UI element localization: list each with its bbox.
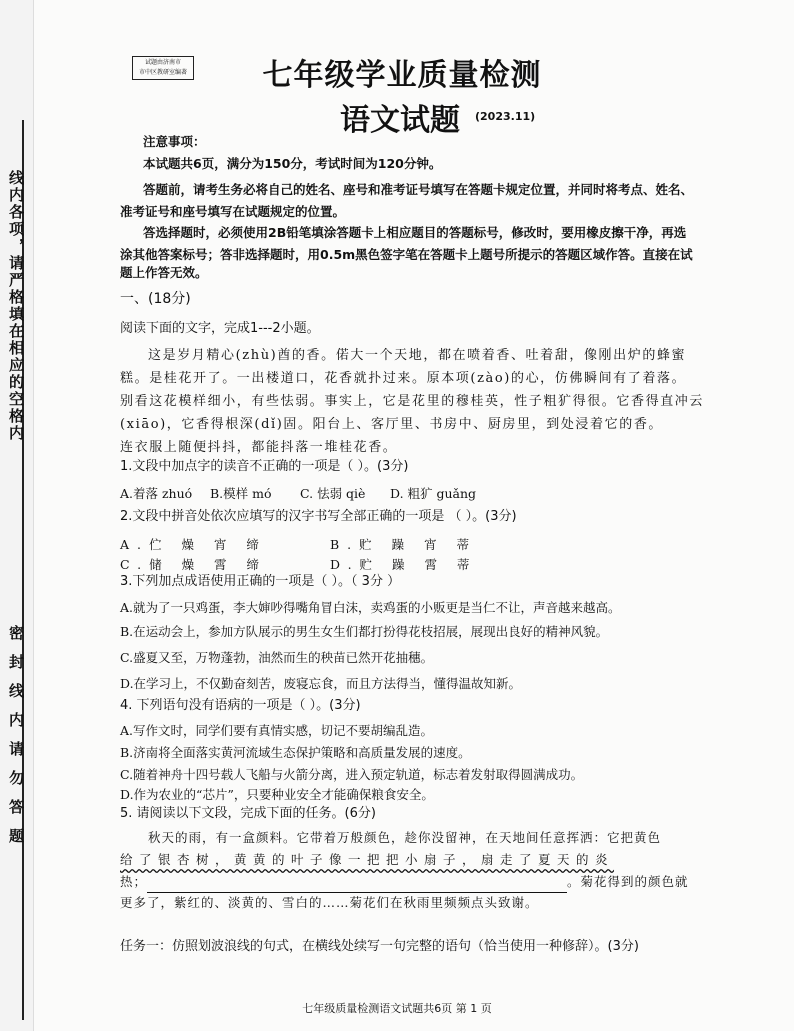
exam-subtitle: 语文试题 (340, 103, 460, 138)
q5-wavy-sentence: 给了银杏树，黄黄的叶子像一把把小扇子，扇走了夏天的炎 (120, 852, 615, 867)
q5-task-1: 任务一：仿照划波浪线的句式，在横线处续写一句完整的语句（恰当使用一种修辞）。(3分) (120, 939, 639, 954)
q2-option-a: A.伫 燥 宵 缔 (120, 537, 267, 552)
q1-option-a: A.着落 zhuó (120, 486, 193, 501)
passage-line: 别看这花模样细小，有些怯弱。事实上，它是花里的穆桂英，性子粗犷得很。它香得直冲云 (120, 394, 705, 409)
passage-line: 糕。是桂花开了。一出楼道口，花香就扑过来。原本项(zào)的心，仿佛瞬间有了着落。 (120, 371, 687, 386)
question-5-stem: 5. 请阅读以下文段，完成下面的任务。(6分) (120, 806, 376, 821)
question-1-stem: 1.文段中加点字的读音不正确的一项是（ ）。(3分) (120, 459, 409, 474)
exam-date: (2023.11) (475, 110, 536, 123)
stamp-line-2: 市中区教研室编著 (138, 69, 187, 76)
q5-fill-prefix: 热； (120, 874, 148, 889)
passage-line: 这是岁月精心(zhù)酋的香。偌大一个天地，都在喷着香、吐着甜，像刚出炉的蜂蜜 (148, 348, 687, 363)
q5-passage-line: 更多了，紫红的、淡黄的、雪白的……菊花们在秋雨里频频点头致谢。 (120, 895, 539, 910)
q2-option-b: B.贮 躁 宵 蒂 (330, 537, 478, 552)
q4-option-c: C.随着神舟十四号载人飞船与火箭分离，进入预定轨道，标志着发射取得圆满成功。 (120, 767, 584, 782)
notice-line: 涂其他答案标号；答非选择题时，用0.5m黑色签字笔在答题卡上题号所提示的答题区域作答。直接在试 (120, 247, 693, 262)
q5-fill-line (120, 870, 689, 893)
notice-heading: 注意事项： (143, 134, 206, 149)
q4-option-a: A.写作文时，同学们要有真情实感，切记不要胡编乱造。 (120, 723, 434, 738)
q3-option-a: A.就为了一只鸡蛋，李大婶吵得嘴角冒白沫，卖鸡蛋的小贩更是当仁不让，声音越来越高。 (120, 600, 621, 615)
question-3-stem: 3.下列加点成语使用正确的一项是（ ）。（ 3分 ） (120, 574, 401, 589)
notice-line: 准考证号和座号填写在试题规定的位置。 (120, 204, 346, 219)
notice-line: 本试题共6页，满分为150分，考试时间为120分钟。 (143, 156, 442, 171)
question-4-stem: 4. 下列语句没有语病的一项是（ ）。(3分) (120, 698, 361, 713)
question-2-stem: 2.文段中拼音处依次应填写的汉字书写全部正确的一项是 （ ）。(3分) (120, 509, 517, 524)
q3-option-b: B.在运动会上，参加方队展示的男生女生们都打扮得花枝招展，展现出良好的精神风貌。 (120, 624, 609, 639)
q2-option-d: D.贮 躁 霄 蒂 (330, 557, 478, 572)
q2-option-c: C.储 燥 霄 缔 (120, 557, 268, 572)
section-instruction: 阅读下面的文字，完成1---2小题。 (120, 321, 320, 336)
q3-option-d: D.在学习上，不仅勤奋刻苦，废寝忘食，而且方法得当，懂得温故知新。 (120, 676, 522, 691)
seal-note: 密封线内请勿答题 (7, 625, 25, 857)
q4-option-d: D.作为农业的“芯片”，只要种业安全才能确保粮食安全。 (120, 787, 434, 802)
q5-passage-line: 秋天的雨，有一盒颜料。它带着万般颜色，趁你没留神，在天地间任意挥洒：它把黄色 (148, 830, 662, 845)
page-footer: 七年级质量检测语文试题共6页 第 1 页 (302, 1002, 492, 1015)
binding-note: 线内各项，请严格填在相应的空格内 (7, 170, 25, 442)
stamp-line-1: 试题由济南市 (144, 59, 181, 66)
q1-option-d: D. 粗犷 guǎng (390, 486, 477, 501)
passage-line: 连衣服上随便抖抖，都能抖落一堆桂花香。 (120, 440, 398, 455)
section-heading: 一、(18分) (120, 291, 191, 307)
notice-line: 答选择题时，必须使用2B铅笔填涂答题卡上相应题目的答题标号，修改时，要用橡皮擦干净，再选 (143, 225, 687, 240)
exam-title: 七年级学业质量检测 (262, 58, 542, 93)
q5-fill-suffix: 。菊花得到的颜色就 (567, 874, 689, 889)
notice-line: 答题前，请考生务必将自己的姓名、座号和准考证号填写在答题卡规定位置，并同时将考点、姓名、 (143, 182, 694, 197)
q4-option-b: B.济南将全面落实黄河流域生态保护策略和高质量发展的速度。 (120, 745, 471, 760)
passage-line: (xiāo)，它香得根深(dǐ)固。阳台上、客厅里、书房中、厨房里，到处浸着它的香。 (120, 417, 664, 432)
q1-option-b: B.模样 mó (210, 486, 272, 501)
notice-line: 题上作答无效。 (120, 265, 208, 280)
binding-margin (0, 0, 34, 1031)
q1-option-c: C. 怯弱 qiè (300, 486, 366, 501)
q3-option-c: C.盛夏又至，万物蓬勃，油然而生的秧苗已然开花抽穗。 (120, 650, 434, 665)
